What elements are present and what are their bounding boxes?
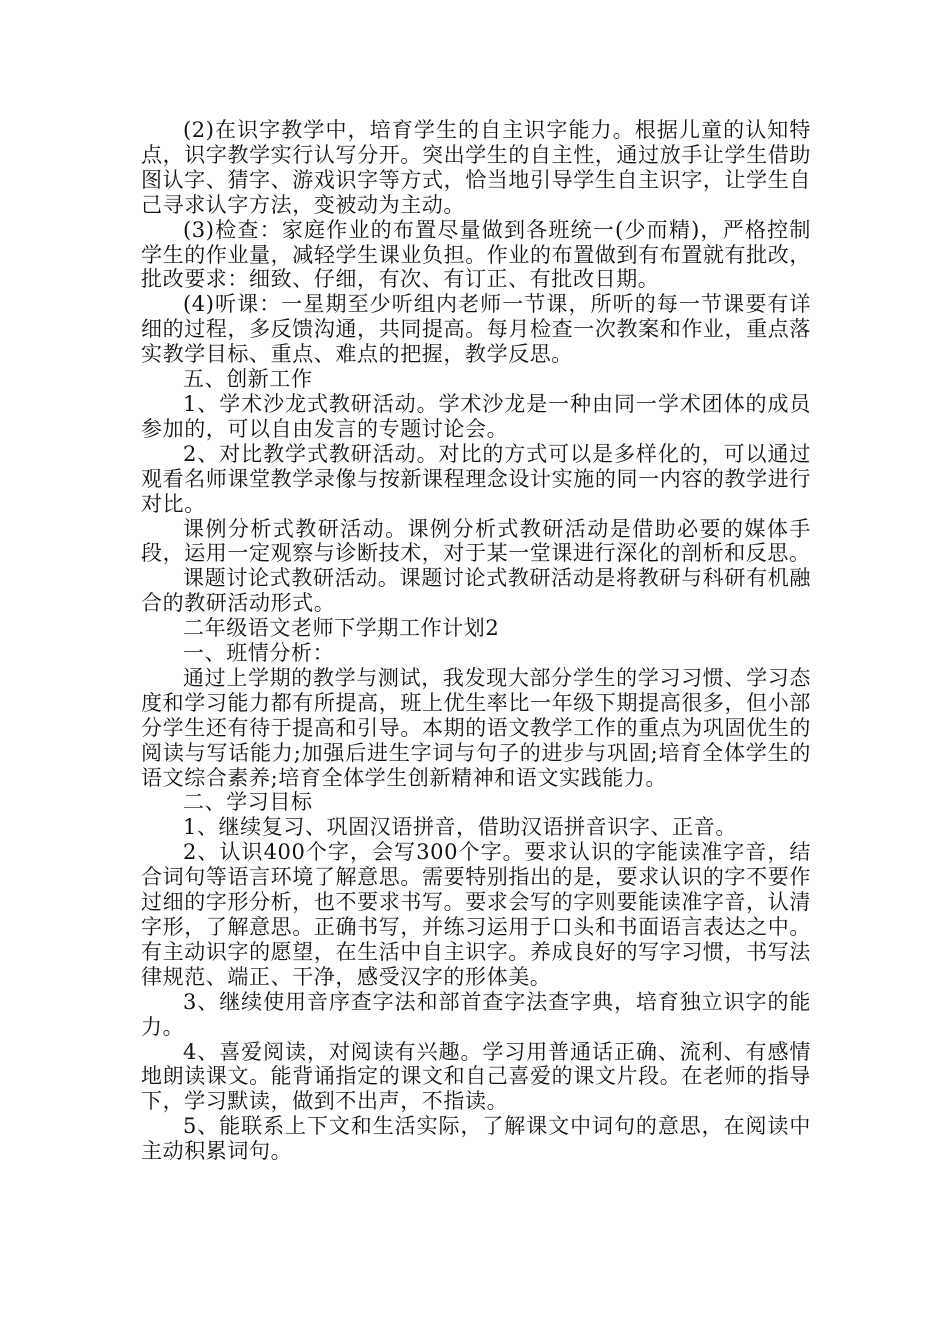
paragraph: 1、继续复习、巩固汉语拼音，借助汉语拼音识字、正音。 bbox=[183, 815, 737, 840]
paragraph: 课例分析式教研活动。课例分析式教研活动是借助必要的媒体手段，运用一定观察与诊断技术，对于某一堂课进行深化的剖析和反思。 bbox=[141, 516, 811, 566]
document-title: 二年级语文老师下学期工作计划2 bbox=[183, 616, 500, 641]
paragraph: (3)检查：家庭作业的布置尽量做到各班统一(少而精)，严格控制学生的作业量，减轻学生课业负担。作业的布置做到有布置就有批改，批改要求：细致、仔细，有次、有订正、有批改日期。 bbox=[141, 217, 811, 292]
document-body bbox=[141, 118, 811, 1164]
paragraph: 4、喜爱阅读，对阅读有兴趣。学习用普通话正确、流利、有感情地朗读课文。能背诵指定的课文和自己喜爱的课文片段。在老师的指导下，学习默读，做到不出声，不指读。 bbox=[141, 1039, 811, 1114]
paragraph: 1、学术沙龙式教研活动。学术沙龙是一种由同一学术团体的成员参加的，可以自由发言的专题讨论会。 bbox=[141, 391, 811, 441]
section-heading: 二、学习目标 bbox=[183, 790, 313, 815]
paragraph: (2)在识字教学中，培育学生的自主识字能力。根据儿童的认知特点，识字教学实行认写分开。突出学生的自主性，通过放手让学生借助图认字、猜字、游戏识字等方式，恰当地引导学生自主识字，让学生自己寻求认字方法，变被动为主动。 bbox=[141, 118, 811, 217]
paragraph: 通过上学期的教学与测试，我发现大部分学生的学习习惯、学习态度和学习能力都有所提高，班上优生率比一年级下期提高很多，但小部分学生还有待于提高和引导。本期的语文教学工作的重点为巩固优生的阅读与写话能力;加强后进生字词与句子的进步与巩固;培育全体学生的语文综合素养;培育全体学生创新精神和语文实践能力。 bbox=[141, 665, 811, 790]
section-heading: 五、创新工作 bbox=[183, 367, 313, 392]
paragraph: 课题讨论式教研活动。课题讨论式教研活动是将教研与科研有机融合的教研活动形式。 bbox=[141, 566, 811, 616]
paragraph: 2、对比教学式教研活动。对比的方式可以是多样化的，可以通过观看名师课堂教学录像与按新课程理念设计实施的同一内容的教学进行对比。 bbox=[141, 441, 811, 516]
paragraph: 5、能联系上下文和生活实际，了解课文中词句的意思，在阅读中主动积累词句。 bbox=[141, 1114, 811, 1164]
paragraph: 2、认识400个字，会写300个字。要求认识的字能读准字音，结合词句等语言环境了解意思。需要特别指出的是，要求认识的字不要作过细的字形分析，也不要求书写。要求会写的字则要能读准字音，认清字形，了解意思。正确书写，并练习运用于口头和书面语言表达之中。有主动识字的愿望，在生活中自主识字。养成良好的写字习惯，书写法律规范、端正、干净，感受汉字的形体美。 bbox=[141, 840, 811, 989]
paragraph: (4)听课：一星期至少听组内老师一节课，所听的每一节课要有详细的过程，多反馈沟通，共同提高。每月检查一次教案和作业，重点落实教学目标、重点、难点的把握，教学反思。 bbox=[141, 292, 811, 367]
section-heading: 一、班情分析： bbox=[183, 641, 335, 666]
paragraph: 3、继续使用音序查字法和部首查字法查字典，培育独立识字的能力。 bbox=[141, 989, 811, 1039]
